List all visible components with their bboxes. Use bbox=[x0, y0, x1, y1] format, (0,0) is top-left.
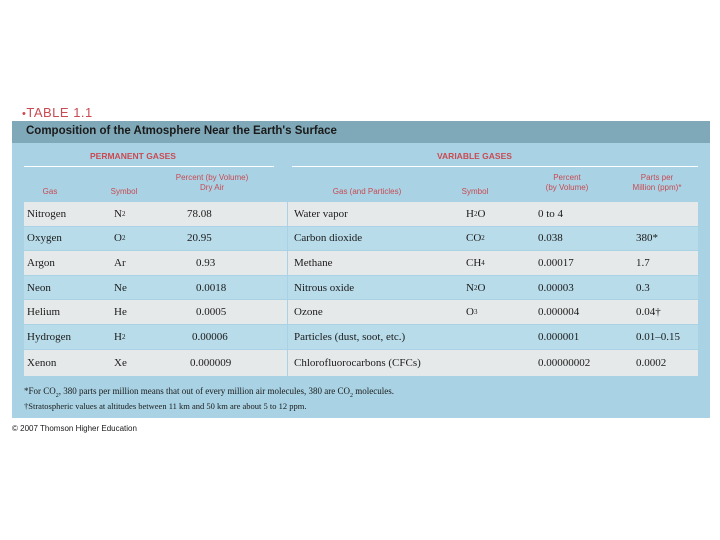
table-label: •TABLE 1.1 bbox=[22, 105, 93, 120]
variable-gas-percent: 0.000004 bbox=[538, 306, 580, 319]
table-row bbox=[24, 202, 698, 227]
gas-name: Nitrogen bbox=[27, 207, 67, 220]
footnote-co2: *For $CO_2$, 380 parts per million means that out of every million air molecules, 380 are $CO_2$ molecules. bbox=[24, 386, 394, 399]
variable-gas-name: Chlorofluorocarbons (CFCs) bbox=[294, 356, 421, 369]
table-row bbox=[24, 300, 698, 325]
gas-symbol: Ne bbox=[114, 281, 127, 294]
col-gas: Gas bbox=[42, 187, 58, 196]
gas-name: Neon bbox=[27, 281, 51, 294]
gas-percent: 0.00006 bbox=[192, 330, 228, 343]
copyright: © 2007 Thomson Higher Education bbox=[12, 424, 137, 433]
variable-gas-name: Water vapor bbox=[294, 207, 348, 220]
variable-gas-percent: 0 to 4 bbox=[538, 207, 564, 220]
variable-gas-percent: 0.000001 bbox=[538, 330, 580, 343]
gas-symbol: Ar bbox=[114, 256, 126, 269]
variable-gas-percent: 0.00003 bbox=[538, 281, 574, 294]
gas-percent: 78.08 bbox=[187, 207, 212, 220]
table-title-bar bbox=[12, 121, 710, 143]
table-row bbox=[24, 276, 698, 301]
variable-gas-ppm: 0.01–0.15 bbox=[636, 330, 680, 343]
variable-gas-percent: 0.00017 bbox=[538, 256, 574, 269]
col-ppm: Parts per Million (ppm)* bbox=[632, 173, 682, 192]
col-symbol-variable: Symbol bbox=[461, 187, 489, 196]
col-symbol: Symbol bbox=[110, 187, 138, 196]
col-gas-particles: Gas (and Particles) bbox=[332, 187, 402, 196]
table-header bbox=[12, 143, 710, 201]
table-number: TABLE 1.1 bbox=[26, 105, 93, 120]
variable-gas-ppm: 0.0002 bbox=[636, 356, 667, 369]
variable-gas-name: Nitrous oxide bbox=[294, 281, 355, 294]
variable-gas-ppm: 0.3 bbox=[636, 281, 650, 294]
variable-gases-header: VARIABLE GASES bbox=[437, 151, 512, 161]
variable-gas-symbol: H 2 O bbox=[466, 207, 486, 220]
table bbox=[12, 143, 710, 418]
variable-gas-ppm: 380* bbox=[636, 232, 658, 245]
footnotes bbox=[24, 373, 698, 418]
gas-symbol: N 2 bbox=[114, 207, 126, 220]
table-row bbox=[24, 227, 698, 252]
gas-name: Oxygen bbox=[27, 232, 62, 245]
variable-gas-symbol: N 2 O bbox=[466, 281, 486, 294]
gas-name: Helium bbox=[27, 306, 60, 319]
table-body bbox=[24, 202, 698, 377]
footnote-stratospheric: †Stratospheric values at altitudes between 11 km and 50 km are about 5 to 12 ppm. bbox=[24, 401, 307, 411]
gas-percent: 0.0005 bbox=[196, 306, 227, 319]
variable-gas-ppm: 0.04† bbox=[636, 306, 661, 319]
table-row bbox=[24, 251, 698, 276]
variable-gas-name: Carbon dioxide bbox=[294, 232, 363, 245]
gas-symbol: Xe bbox=[114, 356, 127, 369]
variable-gas-name: Methane bbox=[294, 256, 333, 269]
variable-gas-name: Particles (dust, soot, etc.) bbox=[294, 330, 406, 343]
gas-symbol: O 2 bbox=[114, 232, 126, 245]
variable-gas-name: Ozone bbox=[294, 306, 323, 319]
col-percent-dry: Percent (by Volume) Dry Air bbox=[175, 173, 249, 192]
gas-symbol: H 2 bbox=[114, 330, 126, 343]
gas-percent: 0.000009 bbox=[190, 356, 232, 369]
variable-gas-symbol: CH 4 bbox=[466, 256, 485, 269]
table-row bbox=[24, 325, 698, 350]
col-percent: Percent (by Volume) bbox=[545, 173, 589, 192]
variable-gas-symbol: CO 2 bbox=[466, 232, 485, 245]
variable-gas-percent: 0.00000002 bbox=[538, 356, 591, 369]
gas-percent: 0.93 bbox=[196, 256, 216, 269]
variable-rule bbox=[292, 166, 698, 167]
permanent-rule bbox=[24, 166, 274, 167]
table-title: Composition of the Atmosphere Near the Earth's Surface bbox=[26, 125, 337, 137]
gas-percent: 20.95 bbox=[187, 232, 212, 245]
gas-name: Argon bbox=[27, 256, 55, 269]
gas-name: Hydrogen bbox=[27, 330, 71, 343]
permanent-gases-header: PERMANENT GASES bbox=[90, 151, 176, 161]
variable-gas-symbol: O 3 bbox=[466, 306, 478, 319]
gas-symbol: He bbox=[114, 306, 127, 319]
variable-gas-percent: 0.038 bbox=[538, 232, 563, 245]
gas-percent: 0.0018 bbox=[196, 281, 227, 294]
variable-gas-ppm: 1.7 bbox=[636, 256, 650, 269]
gas-name: Xenon bbox=[27, 356, 57, 369]
